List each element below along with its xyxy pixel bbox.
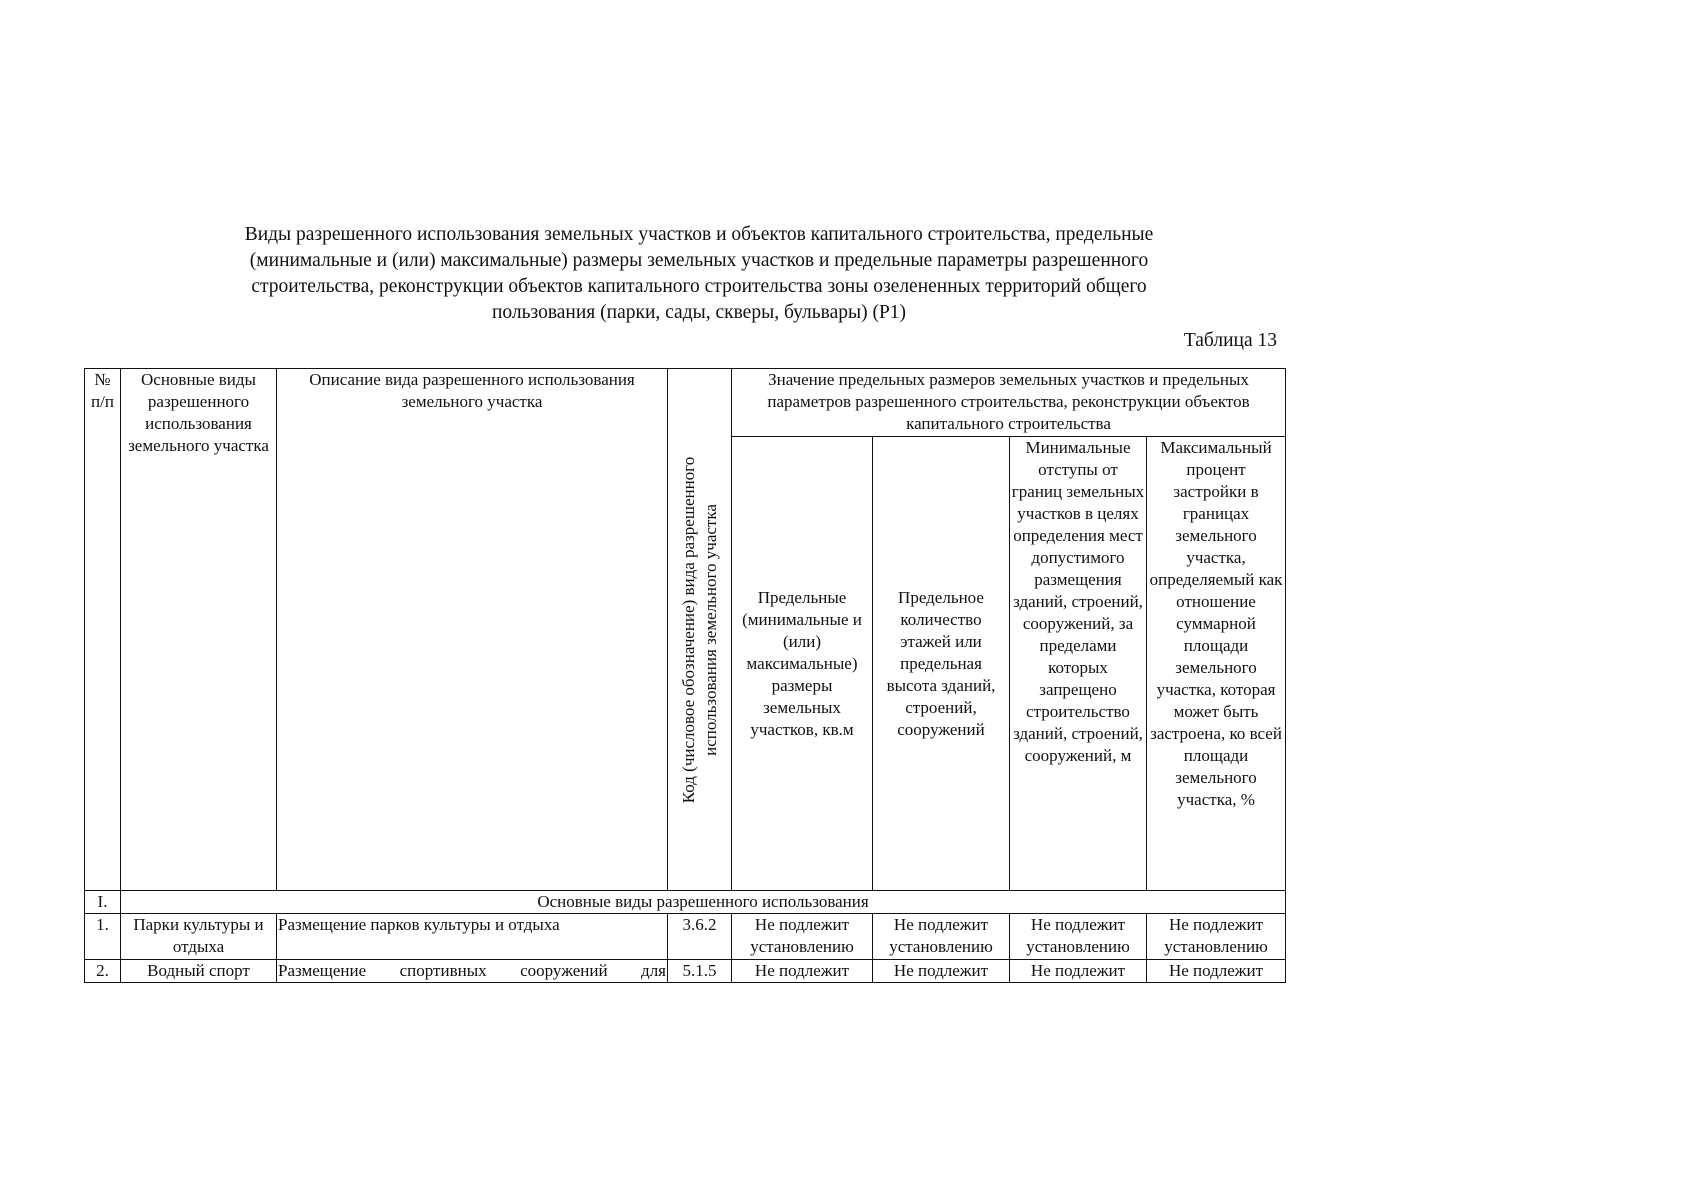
title-line: строительства, реконструкции объектов капитального строительства зоны озелененных территорий общего [251, 276, 1147, 297]
section-row [85, 891, 1286, 914]
header-code [668, 369, 732, 891]
title-line: Виды разрешенного использования земельных участков и объектов капитального строительства, предельные [244, 224, 1154, 245]
row-setbacks: Не подлежит установлению [1010, 914, 1147, 960]
header-area: Предельные (минимальные и (или) максимальные) размеры земельных участков, кв.м [732, 437, 873, 891]
row-description: Размещение спортивных сооружений для [277, 960, 668, 983]
row-code: 3.6.2 [668, 914, 732, 960]
section-label: Основные виды разрешенного использования [121, 891, 1286, 914]
row-area: Не подлежит [732, 960, 873, 983]
row-description: Размещение парков культуры и отдыха [277, 914, 668, 960]
row-floors: Не подлежит установлению [873, 914, 1010, 960]
row-num: 2. [85, 960, 121, 983]
header-limits-group: Значение предельных размеров земельных участков и предельных параметров разрешенного строительства, реконструкции объектов капитального строительства [732, 369, 1286, 437]
header-floors: Предельное количество этажей или предельная высота зданий, строений, сооружений [873, 437, 1010, 891]
row-coverage: Не подлежит [1147, 960, 1286, 983]
header-coverage: Максимальный процент застройки в границах земельного участка, определяемый как отношение суммарной площади земельного участка, которая может быть застроена, ко всей площади земельного участка, % [1147, 437, 1286, 891]
document-title [140, 222, 1258, 326]
land-use-table [84, 368, 1286, 983]
row-setbacks: Не подлежит [1010, 960, 1147, 983]
row-area: Не подлежит установлению [732, 914, 873, 960]
table-row [85, 960, 1286, 983]
table-label: Таблица 13 [1183, 330, 1277, 351]
header-row [85, 369, 1286, 437]
row-num: 1. [85, 914, 121, 960]
row-type: Парки культуры и отдыха [121, 914, 277, 960]
row-floors: Не подлежит [873, 960, 1010, 983]
header-main-types: Основные виды разрешенного использования земельного участка [121, 369, 277, 891]
header-setbacks: Минимальные отступы от границ земельных участков в целях определения мест допустимого размещения зданий, строений, сооружений, за пределами которых запрещено строительство зданий, строений, сооружений, м [1010, 437, 1147, 891]
section-num: I. [85, 891, 121, 914]
title-line: пользования (парки, сады, скверы, бульвары) (Р1) [491, 302, 907, 323]
row-coverage: Не подлежит установлению [1147, 914, 1286, 960]
row-code: 5.1.5 [668, 960, 732, 983]
header-code-text: Код (числовое обозначение) вида разрешенного использования земельного участка [678, 456, 720, 803]
header-num: № п/п [85, 369, 121, 891]
table-row [85, 914, 1286, 960]
header-description: Описание вида разрешенного использования земельного участка [277, 369, 668, 891]
title-line: (минимальные и (или) максимальные) размеры земельных участков и предельные параметры разрешенного [249, 250, 1149, 271]
row-type: Водный спорт [121, 960, 277, 983]
